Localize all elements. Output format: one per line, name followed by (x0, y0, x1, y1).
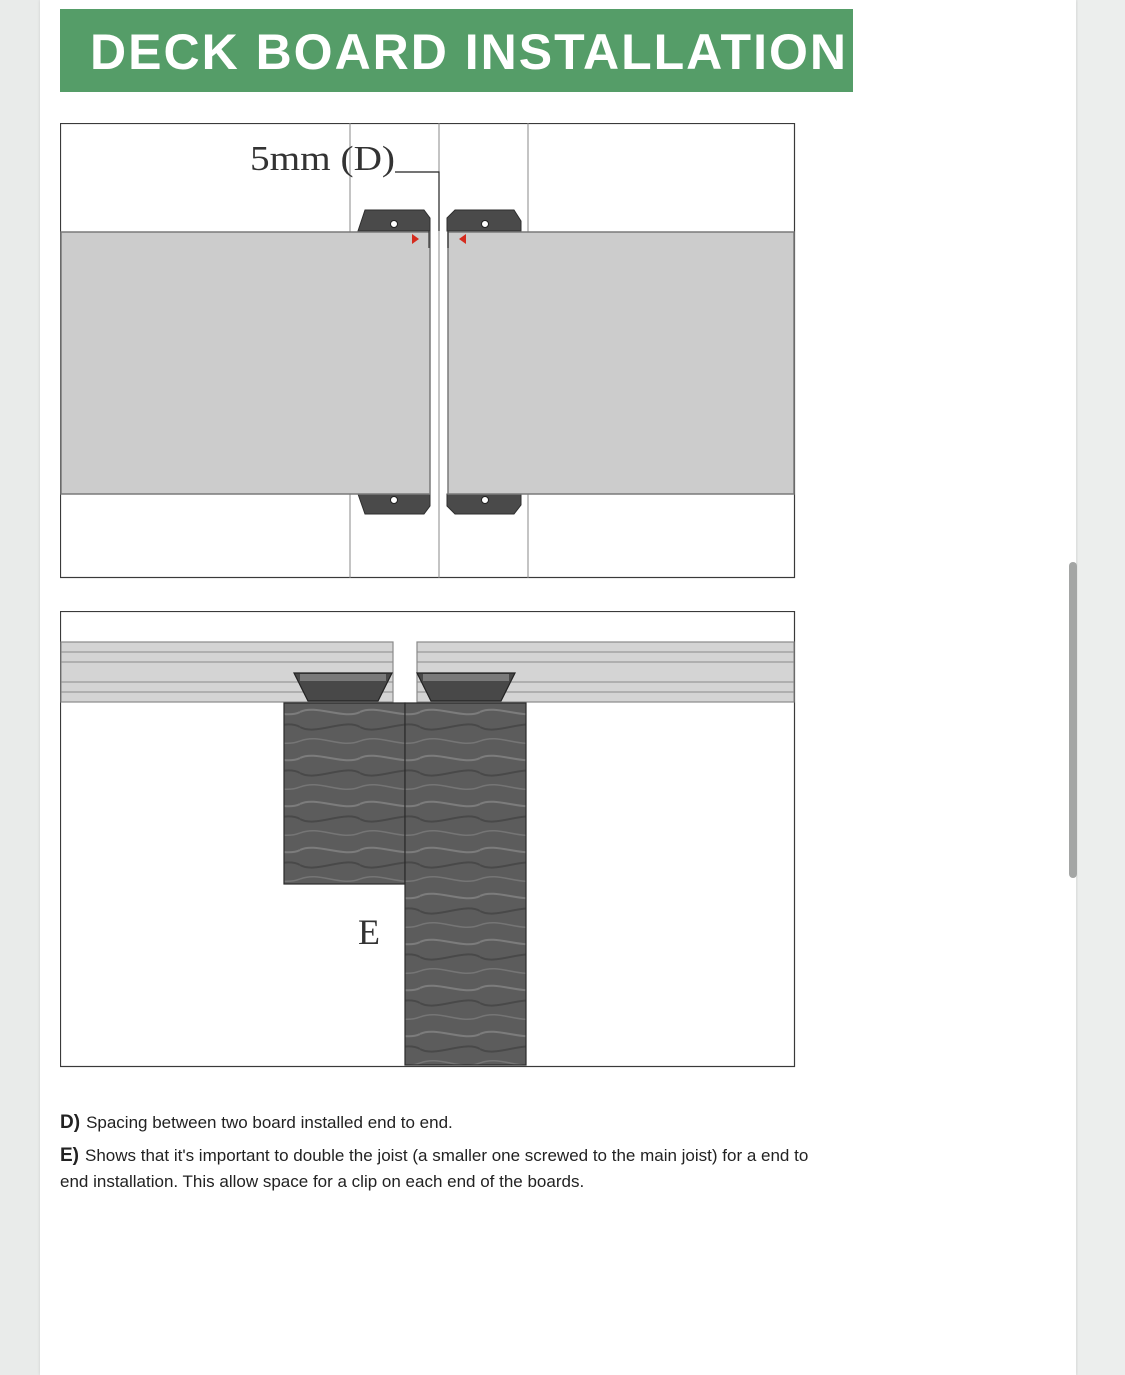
dimension-label: 5mm (D) (250, 139, 395, 178)
caption-marker-e: E) (60, 1145, 79, 1166)
title-banner (60, 9, 853, 92)
caption-marker-d: D) (60, 1112, 81, 1133)
top-view-diagram (60, 123, 796, 580)
caption-e (60, 1143, 820, 1195)
caption-text-d: Spacing between two board installed end to end. (86, 1113, 453, 1132)
caption-text-e: Shows that it's important to double the joist (a smaller one screwed to the main joist) for a end to end installation. This allow space for a clip on each end of the boards. (60, 1146, 809, 1191)
sister-joist (284, 703, 405, 884)
page-title: DECK BOARD INSTALLATION (90, 24, 848, 80)
deck-board-right (448, 232, 794, 494)
deck-board-left (61, 232, 430, 494)
side-view-diagram (60, 611, 796, 1069)
joist-label: E (358, 912, 380, 952)
vertical-scrollbar[interactable] (1069, 562, 1077, 878)
main-joist (405, 703, 526, 1065)
window-edge (1078, 0, 1125, 1375)
caption-d (60, 1110, 820, 1136)
